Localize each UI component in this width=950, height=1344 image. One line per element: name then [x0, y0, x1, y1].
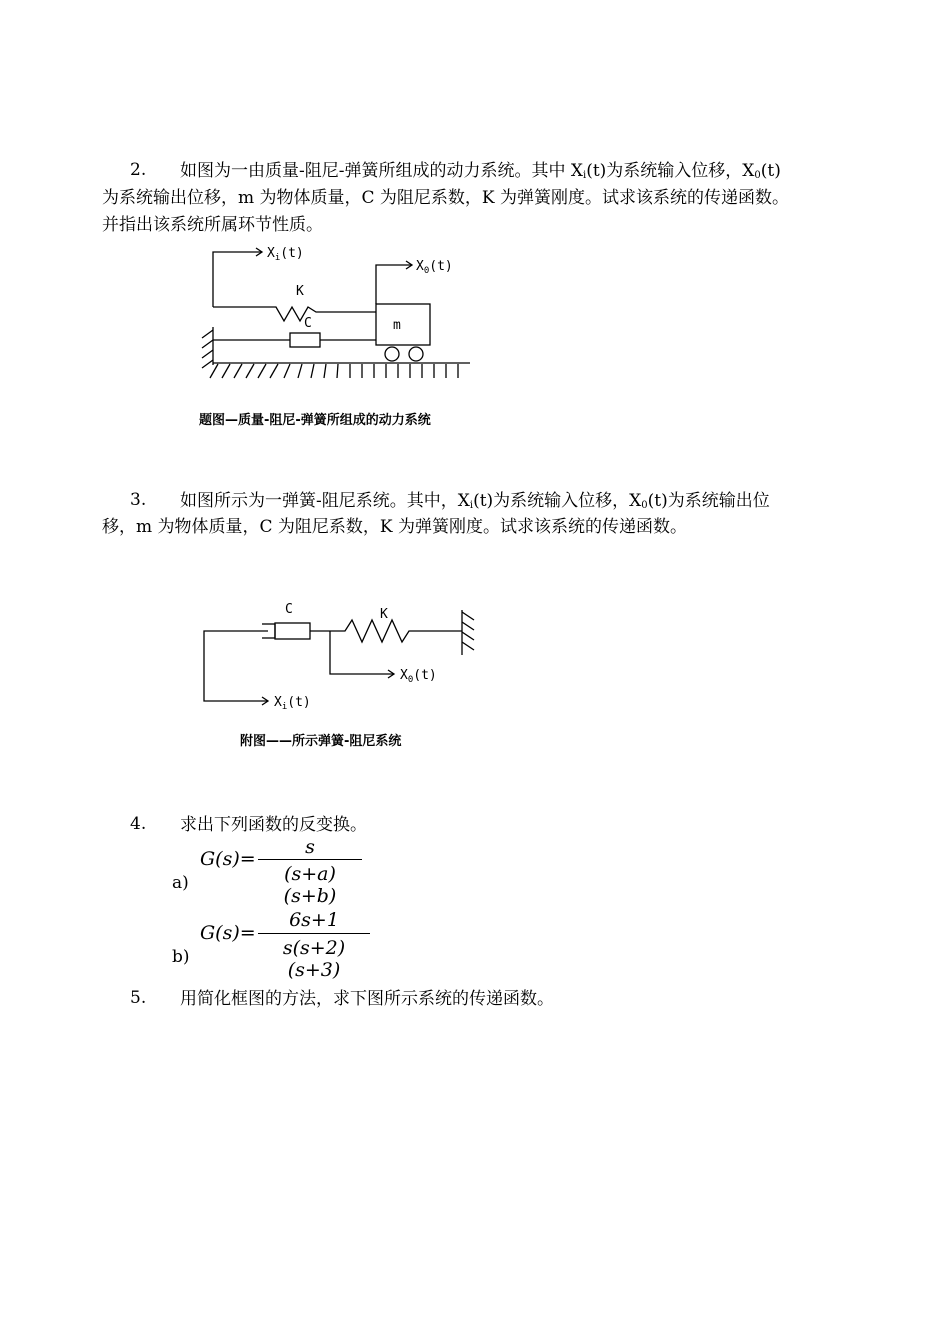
q2-xi-label: $X_i(t)$: [267, 246, 304, 263]
q4-a-lhs: G(s)=: [200, 848, 256, 870]
q4-b-denominator: s(s+2)(s+3): [282, 937, 346, 981]
q2-line2: 为系统输出位移，m 为物体质量，C 为阻尼系数，K 为弹簧刚度。试求该系统的传递函数。: [102, 188, 790, 208]
q4-b-fraction-bar: [258, 933, 370, 934]
q4-b-lhs: G(s)=: [200, 922, 256, 944]
q4-number: 4.: [130, 814, 147, 834]
q3-number: 3.: [130, 490, 147, 510]
q2-caption: 题图—质量-阻尼-弹簧所组成的动力系统: [199, 413, 431, 428]
q3-line1: 如图所示为一弹簧-阻尼系统。其中，$X_i(t)$为系统输入位移，$X_0(t)$为系统输出位: [180, 491, 770, 511]
q3-x0-label: $X_0(t)$: [400, 668, 437, 685]
q5-text: 用简化框图的方法，求下图所示系统的传递函数。: [180, 989, 554, 1009]
q2-m-label: m: [393, 318, 401, 333]
q2-number: 2.: [130, 160, 147, 180]
q4-b-numerator: 6s+1: [289, 909, 339, 931]
q3-k-label: K: [380, 607, 388, 622]
q4-a-label: a): [172, 873, 189, 893]
q4-text: 求出下列函数的反变换。: [180, 815, 367, 835]
q4-a-fraction-bar: [258, 859, 362, 860]
q5-number: 5.: [130, 988, 147, 1008]
q4-a-denominator: (s+a)(s+b): [283, 863, 337, 907]
q4-b-label: b): [172, 947, 190, 967]
q3-c-label: C: [285, 602, 293, 617]
q3-line2: 移，m 为物体质量，C 为阻尼系数，K 为弹簧刚度。试求该系统的传递函数。: [102, 517, 688, 537]
q2-line1: 如图为一由质量-阻尼-弹簧所组成的动力系统。其中 $X_i(t)$为系统输入位移，$X_0(t)$: [180, 161, 781, 181]
q3-caption: 附图——所示弹簧-阻尼系统: [240, 734, 402, 749]
q2-line3: 并指出该系统所属环节性质。: [102, 215, 323, 235]
q3-xi-label: $X_i(t)$: [274, 695, 311, 712]
q2-c-label: C: [304, 316, 312, 331]
q2-x0-label: $X_0(t)$: [416, 259, 453, 276]
q2-k-label: K: [296, 284, 304, 299]
q4-a-numerator: s: [305, 836, 315, 858]
